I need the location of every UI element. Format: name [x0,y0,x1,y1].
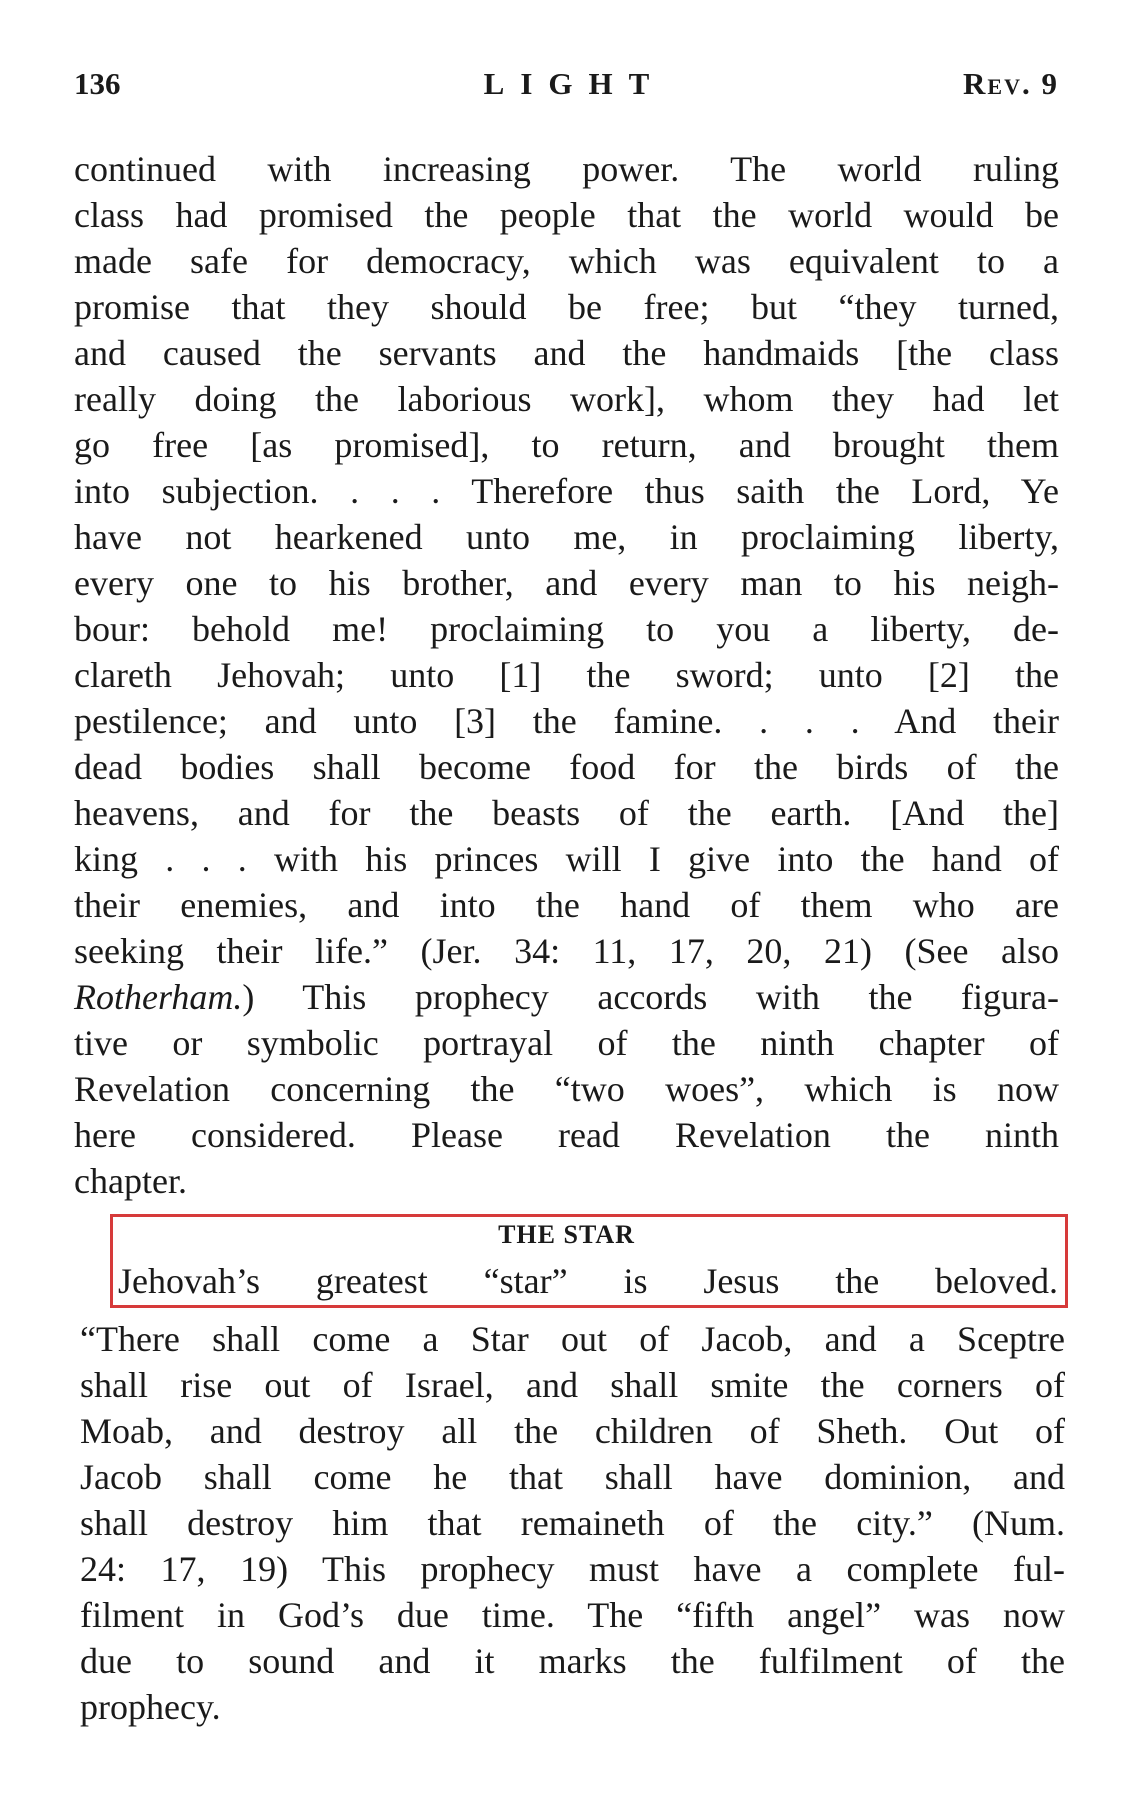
text-line: have not hearkened unto me, in proclaiming liberty, [74,517,1059,557]
text-line: 24: 17, 19) This prophecy must have a complete ful- [80,1549,1065,1589]
text-line: bour: behold me! proclaiming to you a liberty, de- [74,609,1059,649]
text-line: “There shall come a Star out of Jacob, and a Sceptre [80,1319,1065,1359]
text-line: Jacob shall come he that shall have dominion, and [80,1457,1065,1497]
page-number: 136 [74,66,121,101]
section-heading: THE STAR [498,1220,635,1249]
text-line: their enemies, and into the hand of them who are [74,885,1059,925]
text-line: chapter. [74,1161,187,1201]
text-line: seeking their life.” (Jer. 34: 11, 17, 20, 21) (See also [74,931,1059,971]
text-line: made safe for democracy, which was equivalent to a [74,241,1059,281]
italic-reference: Rotherham. [74,977,243,1017]
text-line: here considered. Please read Revelation the ninth [74,1115,1059,1155]
text-line: Moab, and destroy all the children of Sheth. Out of [80,1411,1065,1451]
text-line: go free [as promised], to return, and brought them [74,425,1059,465]
section-lead-line [118,1258,1058,1304]
section-paragraph [80,1316,1065,1730]
text-line: every one to his brother, and every man to his neigh- [74,563,1059,603]
text-line: clareth Jehovah; unto [1] the sword; unto [2] the [74,655,1059,695]
text-line: really doing the laborious work], whom they had let [74,379,1059,419]
chapter-reference: Rev. 9 [963,66,1059,101]
running-title: LIGHT [483,66,666,101]
text-line: due to sound and it marks the fulfilment of the [80,1641,1065,1681]
text-line: tive or symbolic portrayal of the ninth chapter of [74,1023,1059,1063]
text-line: prophecy. [80,1687,221,1727]
text-line-italic-start: Rotherham.) This prophecy accords with the figura- [74,977,1059,1017]
text-line: Jehovah’s greatest “star” is Jesus the beloved. [118,1261,1058,1301]
text-line: shall rise out of Israel, and shall smite the corners of [80,1365,1065,1405]
text-line: pestilence; and unto [3] the famine. . . . And their [74,701,1059,741]
text-line: into subjection. . . . Therefore thus saith the Lord, Ye [74,471,1059,511]
running-head [74,66,1059,110]
text-line: Revelation concerning the “two woes”, which is now [74,1069,1059,1109]
text-line: class had promised the people that the world would be [74,195,1059,235]
text-line: heavens, and for the beasts of the earth. [And the] [74,793,1059,833]
text-line: continued with increasing power. The world ruling [74,149,1059,189]
text-line: promise that they should be free; but “they turned, [74,287,1059,327]
text-line: dead bodies shall become food for the birds of the [74,747,1059,787]
text-line: king . . . with his princes will I give into the hand of [74,839,1059,879]
body-paragraph [74,146,1059,1204]
text-line: shall destroy him that remaineth of the city.” (Num. [80,1503,1065,1543]
text-line: and caused the servants and the handmaids [the class [74,333,1059,373]
text-line: filment in God’s due time. The “fifth angel” was now [80,1595,1065,1635]
